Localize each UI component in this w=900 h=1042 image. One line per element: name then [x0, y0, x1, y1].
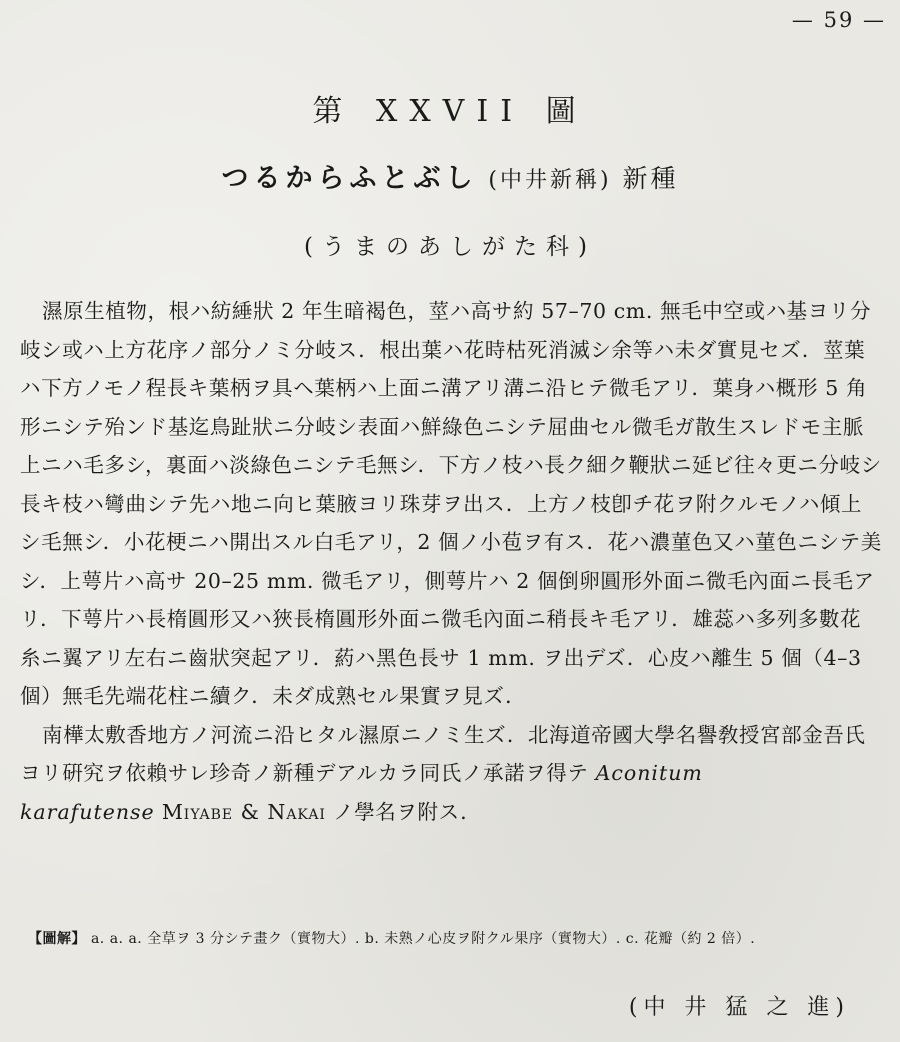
latin-epithet: karafutense: [20, 799, 155, 824]
plate-title: 第 XXVII 圖: [312, 94, 588, 129]
legend-text: a. a. a. 全草ヲ 3 分シテ畫ク（實物大）. b. 未熟ノ心皮ヲ附クル果序（實物大）. c. 花瓣（約 2 倍）.: [90, 931, 756, 947]
species-naming-note: (中井新稱): [488, 168, 612, 193]
distribution-text: 南樺太敷香地方ノ河流ニ沿ヒタル濕原ニノミ生ズ．北海道帝國大學名譽敎授宮部金吾氏ヨリ硏究ヲ依賴サレ珍奇ノ新種デアルカラ同氏ノ承諾ヲ得テ: [20, 722, 866, 785]
description-paragraph: 濕原生植物，根ハ紡綞狀 2 年生暗褐色，莖ハ高サ約 57–70 cm. 無毛中空或ハ基ヨリ分岐シ或ハ上方花序ノ部分ノミ分岐ス．根出葉ハ花時枯死消滅シ余等ハ未ダ實見セズ．莖葉ハ下方ノモノ程長キ葉柄ヲ具ヘ葉柄ハ上面ニ溝アリ溝ニ沿ヒテ微毛アリ．葉身ハ概形 5 角形ニシテ殆ンド基迄鳥趾狀ニ分岐シ表面ハ鮮綠色ニシテ屈曲セル微毛ガ散生スレドモ主脈上ニハ毛多シ，裏面ハ淡綠色ニシテ毛無シ．下方ノ枝ハ長ク細ク鞭狀ニ延ビ往々更ニ分岐シ長キ枝ハ彎曲シテ先ハ地ニ向ヒ葉腋ヨリ珠芽ヲ出ス．上方ノ枝卽チ花ヲ附クルモノハ傾上シ毛無シ．小花梗ニハ開出スル白毛アリ，2 個ノ小苞ヲ有ス．花ハ濃菫色又ハ菫色ニシテ美シ．上萼片ハ高サ 20–25 mm. 微毛アリ，側萼片ハ 2 個倒卵圓形外面ニ微毛內面ニ長毛アリ．下萼片ハ長楕圓形又ハ狹長楕圓形外面ニ微毛內面ニ稍長キ毛アリ．雄蕊ハ多列多數花糸ニ翼アリ左右ニ齒狀突起アリ．葯ハ黑色長サ 1 mm. ヲ出デズ．心皮ハ離生 5 個（4–3 個）無毛先端花柱ニ續ク．未ダ成熟セル果實ヲ見ズ．: [20, 299, 882, 708]
latin-genus: Aconitum: [595, 761, 703, 785]
author-signature: (中 井 猛 之 進): [628, 995, 850, 1020]
description-body: [20, 292, 882, 831]
figure-legend: [28, 928, 878, 948]
distribution-end: ノ學名ヲ附ス．: [333, 799, 482, 824]
author-names: Miyabe & Nakai: [161, 799, 326, 824]
species-heading: [0, 156, 900, 195]
legend-label: 【圖解】: [28, 931, 86, 947]
species-status: 新種: [622, 164, 679, 193]
distribution-paragraph: [20, 716, 882, 832]
page-number: — 59 —: [791, 8, 886, 32]
family-name: (うまのあしがた科): [304, 234, 596, 260]
species-japanese-name: つるからふとぶし: [221, 163, 478, 194]
